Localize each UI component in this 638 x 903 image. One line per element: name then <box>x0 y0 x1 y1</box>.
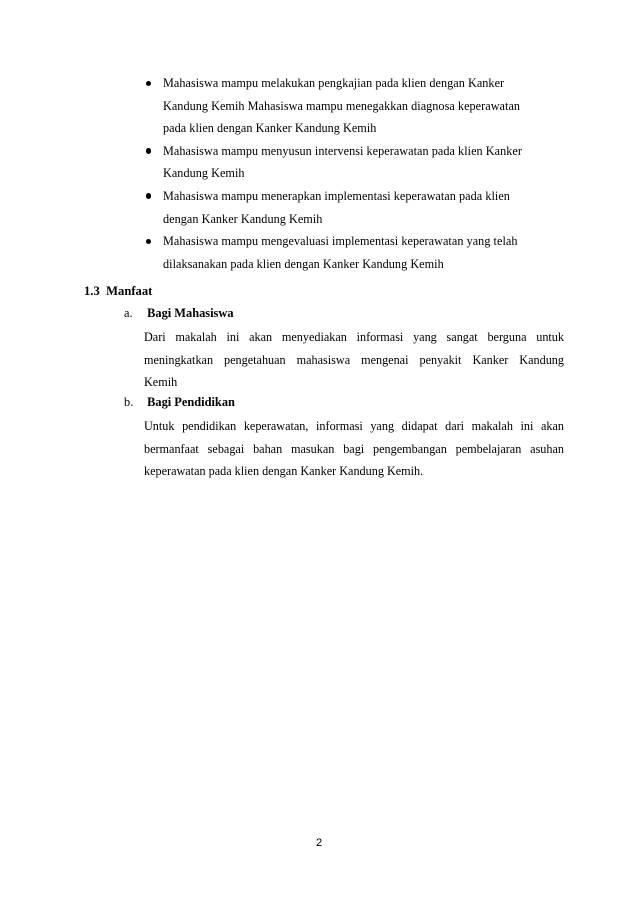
objectives-bullet-list <box>146 72 566 275</box>
objective-line: Kandung Kemih <box>163 166 245 181</box>
benefit-students-block <box>124 305 564 394</box>
paragraph-line: keperawatan pada klien dengan Kanker Kandung Kemih. <box>144 464 424 479</box>
objective-line: Mahasiswa mampu melakukan pengkajian pada klien dengan Kanker <box>163 76 505 90</box>
objective-line: Kandung Kemih Mahasiswa mampu menegakkan diagnosa keperawatan <box>163 98 521 113</box>
benefit-education-heading <box>124 394 564 410</box>
benefit-title: Bagi Pendidikan <box>147 395 235 409</box>
bullet-icon <box>146 148 151 153</box>
paragraph-line: Kemih <box>144 375 178 390</box>
objective-line: Mahasiswa mampu mengevaluasi implementasi keperawatan yang telah <box>163 234 518 249</box>
paragraph-line: bermanfaat sebagai bahan masukan bagi pengembangan pembelajaran asuhan <box>144 441 564 456</box>
objective-line: Mahasiswa mampu menerapkan implementasi keperawatan pada klien <box>163 188 510 203</box>
benefit-students-heading <box>124 305 564 321</box>
objective-item-3 <box>146 185 566 230</box>
objective-line: pada klien dengan Kanker Kandung Kemih <box>163 121 377 136</box>
objective-line: dengan Kanker Kandung Kemih <box>163 211 323 226</box>
section-heading <box>84 283 152 299</box>
benefit-letter: b. <box>124 395 134 409</box>
benefit-letter: a. <box>124 306 133 320</box>
section-title: Manfaat <box>106 284 153 298</box>
objective-item-4 <box>146 230 566 275</box>
benefit-education-paragraph <box>144 415 564 483</box>
paragraph-line: Untuk pendidikan keperawatan, informasi yang didapat dari makalah ini akan <box>144 419 564 433</box>
objective-item-2 <box>146 140 566 185</box>
bullet-icon <box>146 239 151 244</box>
benefit-title: Bagi Mahasiswa <box>147 306 234 320</box>
bullet-icon <box>146 81 151 86</box>
paragraph-line: meningkatkan pengetahuan mahasiswa mengenai penyakit Kanker Kandung <box>144 352 564 367</box>
objective-line: Mahasiswa mampu menyusun intervensi keperawatan pada klien Kanker <box>163 143 522 158</box>
objective-item-1 <box>146 72 566 140</box>
paragraph-line: Dari makalah ini akan menyediakan informasi yang sangat berguna untuk <box>144 330 564 344</box>
page-number: 2 <box>315 837 323 849</box>
bullet-icon <box>146 193 151 198</box>
benefit-education-block <box>124 394 564 483</box>
section-number: 1.3 <box>84 284 100 298</box>
benefit-students-paragraph <box>144 326 564 394</box>
objective-line: dilaksanakan pada klien dengan Kanker Kandung Kemih <box>163 256 444 271</box>
